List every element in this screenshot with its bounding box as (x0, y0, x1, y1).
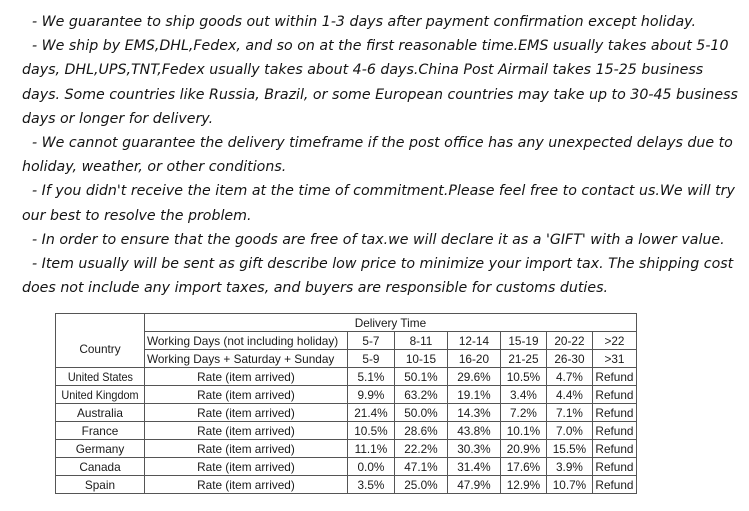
rate-value: Refund (592, 404, 636, 422)
working-days-range: 8-11 (394, 332, 447, 350)
rate-value: 50.0% (394, 404, 447, 422)
rate-value: 31.4% (447, 458, 500, 476)
table-row (56, 422, 637, 440)
note-contact: - If you didn't receive the item at the time of commitment.Please feel free to contact us.We will try our best to resolve the problem. (22, 183, 735, 224)
rate-value: 10.5% (347, 422, 394, 440)
country-name: United Kingdom (56, 386, 145, 404)
note-import-tax: - Item usually will be sent as gift describe low price to minimize your import tax. The shipping cost does not include any import taxes, and buyers are responsible for customs duties. (22, 256, 734, 297)
working-days-sat-label: Working Days + Saturday + Sunday (144, 350, 347, 368)
rate-value: 29.6% (447, 368, 500, 386)
table-row (56, 458, 637, 476)
rate-label: Rate (item arrived) (144, 368, 347, 386)
shipping-policy-notes (22, 10, 742, 300)
working-days-range: 12-14 (447, 332, 500, 350)
table-header-row (56, 314, 637, 332)
working-days-sat-range: 5-9 (347, 350, 394, 368)
delivery-time-header: Delivery Time (144, 314, 636, 332)
rate-label: Rate (item arrived) (144, 422, 347, 440)
country-name: France (56, 422, 145, 440)
rate-value: 7.0% (546, 422, 592, 440)
rate-value: 11.1% (347, 440, 394, 458)
rate-value: Refund (592, 440, 636, 458)
rate-label: Rate (item arrived) (144, 386, 347, 404)
rate-value: Refund (592, 386, 636, 404)
rate-value: Refund (592, 422, 636, 440)
rate-value: Refund (592, 476, 636, 494)
working-days-range: 5-7 (347, 332, 394, 350)
working-days-row (56, 332, 637, 350)
rate-value: 10.5% (500, 368, 546, 386)
rate-value: 10.7% (546, 476, 592, 494)
table-row (56, 440, 637, 458)
working-days-sat-range: >31 (592, 350, 636, 368)
table-row (56, 404, 637, 422)
table-row (56, 368, 637, 386)
rate-value: 28.6% (394, 422, 447, 440)
note-processing-time: - We guarantee to ship goods out within 1-3 days after payment confirmation except holiday. (32, 14, 696, 30)
rate-value: 4.7% (546, 368, 592, 386)
table-row (56, 476, 637, 494)
working-days-range: 15-19 (500, 332, 546, 350)
rate-label: Rate (item arrived) (144, 476, 347, 494)
country-name: Spain (56, 476, 145, 494)
rate-value: 5.1% (347, 368, 394, 386)
country-name: United States (56, 368, 145, 386)
rate-value: 3.4% (500, 386, 546, 404)
country-name: Canada (56, 458, 145, 476)
country-header: Country (56, 332, 145, 368)
rate-value: 9.9% (347, 386, 394, 404)
note-gift-declaration: - In order to ensure that the goods are free of tax.we will declare it as a 'GIFT' with a lower value. (32, 231, 725, 248)
rate-value: 7.1% (546, 404, 592, 422)
rate-value: 25.0% (394, 476, 447, 494)
rate-value: 30.3% (447, 440, 500, 458)
rate-value: 10.1% (500, 422, 546, 440)
rate-value: Refund (592, 368, 636, 386)
working-days-sat-range: 16-20 (447, 350, 500, 368)
rate-label: Rate (item arrived) (144, 458, 347, 476)
working-days-sat-range: 10-15 (394, 350, 447, 368)
rate-value: 22.2% (394, 440, 447, 458)
rate-label: Rate (item arrived) (144, 440, 347, 458)
rate-value: 0.0% (347, 458, 394, 476)
working-days-sat-range: 21-25 (500, 350, 546, 368)
rate-value: 15.5% (546, 440, 592, 458)
rate-value: 47.9% (447, 476, 500, 494)
working-days-sat-range: 26-30 (546, 350, 592, 368)
rate-value: 47.1% (394, 458, 447, 476)
note-delays: - We cannot guarantee the delivery timeframe if the post office has any unexpected delays due to holiday, weather, or other conditions. (22, 135, 733, 176)
rate-value: 12.9% (500, 476, 546, 494)
rate-value: 50.1% (394, 368, 447, 386)
rate-value: 14.3% (447, 404, 500, 422)
working-days-range: >22 (592, 332, 636, 350)
rate-value: 4.4% (546, 386, 592, 404)
rate-value: 3.5% (347, 476, 394, 494)
note-carriers: - We ship by EMS,DHL,Fedex, and so on at the first reasonable time.EMS usually takes about 5-10 days, DHL,UPS,TNT,Fedex usually takes about 4-6 days.China Post Airmail takes 15-25 business days. Some countries like Russia, Brazil, or some European countries may take up to 30-45 business days or longer for delivery. (22, 38, 738, 127)
rate-value: 63.2% (394, 386, 447, 404)
working-days-range: 20-22 (546, 332, 592, 350)
working-days-label: Working Days (not including holiday) (144, 332, 347, 350)
rate-value: 17.6% (500, 458, 546, 476)
rate-value: 43.8% (447, 422, 500, 440)
rate-value: 7.2% (500, 404, 546, 422)
rate-value: 3.9% (546, 458, 592, 476)
table-row (56, 386, 637, 404)
country-name: Germany (56, 440, 145, 458)
rate-value: 20.9% (500, 440, 546, 458)
empty-header-cell (56, 314, 145, 332)
rate-value: Refund (592, 458, 636, 476)
rate-value: 21.4% (347, 404, 394, 422)
country-name: Australia (56, 404, 145, 422)
rate-label: Rate (item arrived) (144, 404, 347, 422)
rate-value: 19.1% (447, 386, 500, 404)
delivery-time-table (55, 313, 637, 494)
